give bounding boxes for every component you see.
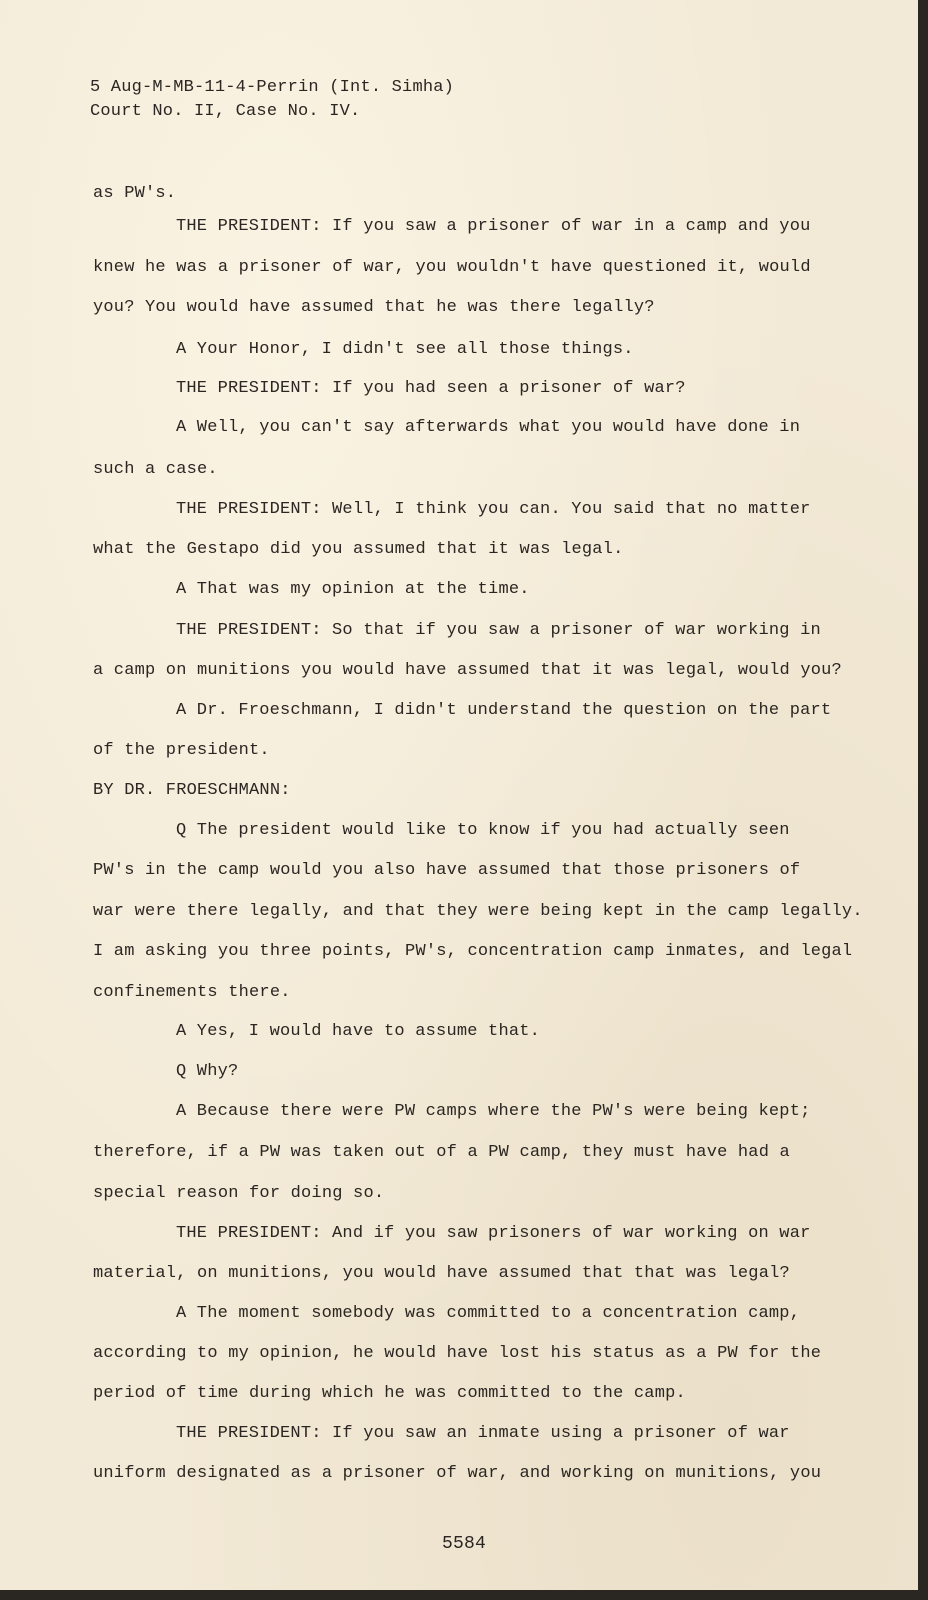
transcript-line: confinements there. [93, 983, 291, 1002]
transcript-line: THE PRESIDENT: So that if you saw a prisoner of war working in [176, 621, 821, 640]
transcript-line: A Yes, I would have to assume that. [176, 1022, 541, 1041]
transcript-line: A Dr. Froeschmann, I didn't understand the question on the part [176, 701, 832, 720]
transcript-line: a camp on munitions you would have assumed that it was legal, would you? [93, 661, 842, 680]
transcript-line: A That was my opinion at the time. [176, 580, 530, 599]
transcript-line: A Because there were PW camps where the PW's were being kept; [176, 1102, 811, 1121]
transcript-line: BY DR. FROESCHMANN: [93, 781, 291, 800]
transcript-line: I am asking you three points, PW's, concentration camp inmates, and legal [93, 942, 853, 961]
transcript-line: THE PRESIDENT: If you saw an inmate using a prisoner of war [176, 1424, 790, 1443]
transcript-line: period of time during which he was committed to the camp. [93, 1384, 686, 1403]
transcript-line: of the president. [93, 741, 270, 760]
transcript-line: according to my opinion, he would have lost his status as a PW for the [93, 1344, 822, 1363]
transcript-line: what the Gestapo did you assumed that it was legal. [93, 540, 624, 559]
transcript-line: A Well, you can't say afterwards what you would have done in [176, 418, 801, 437]
transcript-line: THE PRESIDENT: If you had seen a prisoner of war? [176, 379, 686, 398]
header-line-2: Court No. II, Case No. IV. [90, 102, 361, 121]
transcript-line: A The moment somebody was committed to a concentration camp, [176, 1304, 801, 1323]
transcript-line: knew he was a prisoner of war, you wouldn't have questioned it, would [93, 258, 811, 277]
transcript-line: as PW's. [93, 184, 177, 203]
transcript-line: you? You would have assumed that he was there legally? [93, 298, 655, 317]
transcript-line: war were there legally, and that they were being kept in the camp legally. [93, 902, 863, 921]
transcript-line: material, on munitions, you would have assumed that that was legal? [93, 1264, 790, 1283]
page-number: 5584 [442, 1534, 487, 1554]
transcript-line: Q Why? [176, 1062, 239, 1081]
transcript-line: uniform designated as a prisoner of war, and working on munitions, you [93, 1464, 822, 1483]
header-line-1: 5 Aug-M-MB-11-4-Perrin (Int. Simha) [90, 78, 455, 97]
transcript-line: such a case. [93, 460, 218, 479]
transcript-line: THE PRESIDENT: Well, I think you can. You said that no matter [176, 500, 811, 519]
transcript-line: PW's in the camp would you also have assumed that those prisoners of [93, 861, 801, 880]
transcript-line: THE PRESIDENT: And if you saw prisoners of war working on war [176, 1224, 811, 1243]
transcript-line: special reason for doing so. [93, 1184, 385, 1203]
transcript-line: THE PRESIDENT: If you saw a prisoner of war in a camp and you [176, 217, 811, 236]
transcript-line: A Your Honor, I didn't see all those things. [176, 340, 634, 359]
transcript-line: therefore, if a PW was taken out of a PW camp, they must have had a [93, 1143, 790, 1162]
transcript-line: Q The president would like to know if you had actually seen [176, 821, 790, 840]
